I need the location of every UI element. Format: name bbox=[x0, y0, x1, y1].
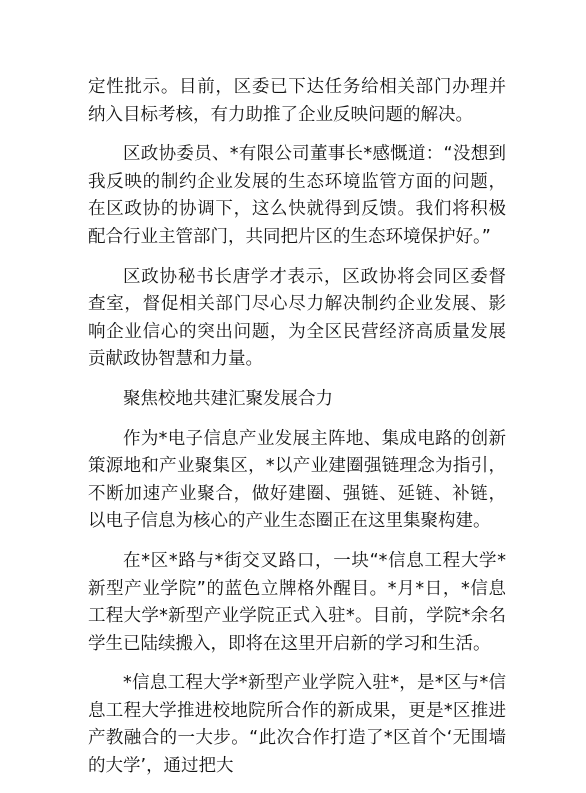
paragraph-continuation: 定性批示。目前，区委已下达任务给相关部门办理并纳入目标考核，有力助推了企业反映问题的解决。 bbox=[88, 77, 506, 125]
paragraph-college-cooperation: *信息工程大学*新型产业学院入驻*，是*区与*信息工程大学推进校地院所合作的新成果，更是*区推进产教融合的一大步。“此次合作打造了*区首个‘无围墙的大学’，通过把大 bbox=[88, 673, 506, 777]
paragraph-secretary-statement: 区政协秘书长唐学才表示，区政协将会同区委督查室，督促相关部门尽心尽力解决制约企业发展、影响企业信心的突出问题，为全区民营经济高质量发展贡献政协智慧和力量。 bbox=[88, 266, 506, 370]
document-body bbox=[88, 74, 506, 793]
paragraph-committee-member-quote: 区政协委员、*有限公司董事长*感慨道：“没想到我反映的制约企业发展的生态环境监管方面的问题，在区政协的协调下，这么快就得到反馈。我们将积极配合行业主管部门，共同把片区的生态环境保护好。” bbox=[88, 144, 506, 247]
paragraph-industry-hub: 作为*电子信息产业发展主阵地、集成电路的创新策源地和产业聚集区，*以产业建圈强链理念为指引，不断加速产业聚合，做好建圈、强链、延链、补链，以电子信息为核心的产业生态圈正在这里集聚构建。 bbox=[88, 428, 506, 532]
section-heading: 聚焦校地共建汇聚发展合力 bbox=[123, 388, 333, 409]
paragraph-college-sign: 在*区*路与*街交叉路口，一块“*信息工程大学*新型产业学院”的蓝色立牌格外醒目。*月*日，*信息工程大学*新型产业学院正式入驻*。目前，学院*余名学生已陆续搬入，即将在这里开启新的学习和生活。 bbox=[88, 550, 506, 654]
